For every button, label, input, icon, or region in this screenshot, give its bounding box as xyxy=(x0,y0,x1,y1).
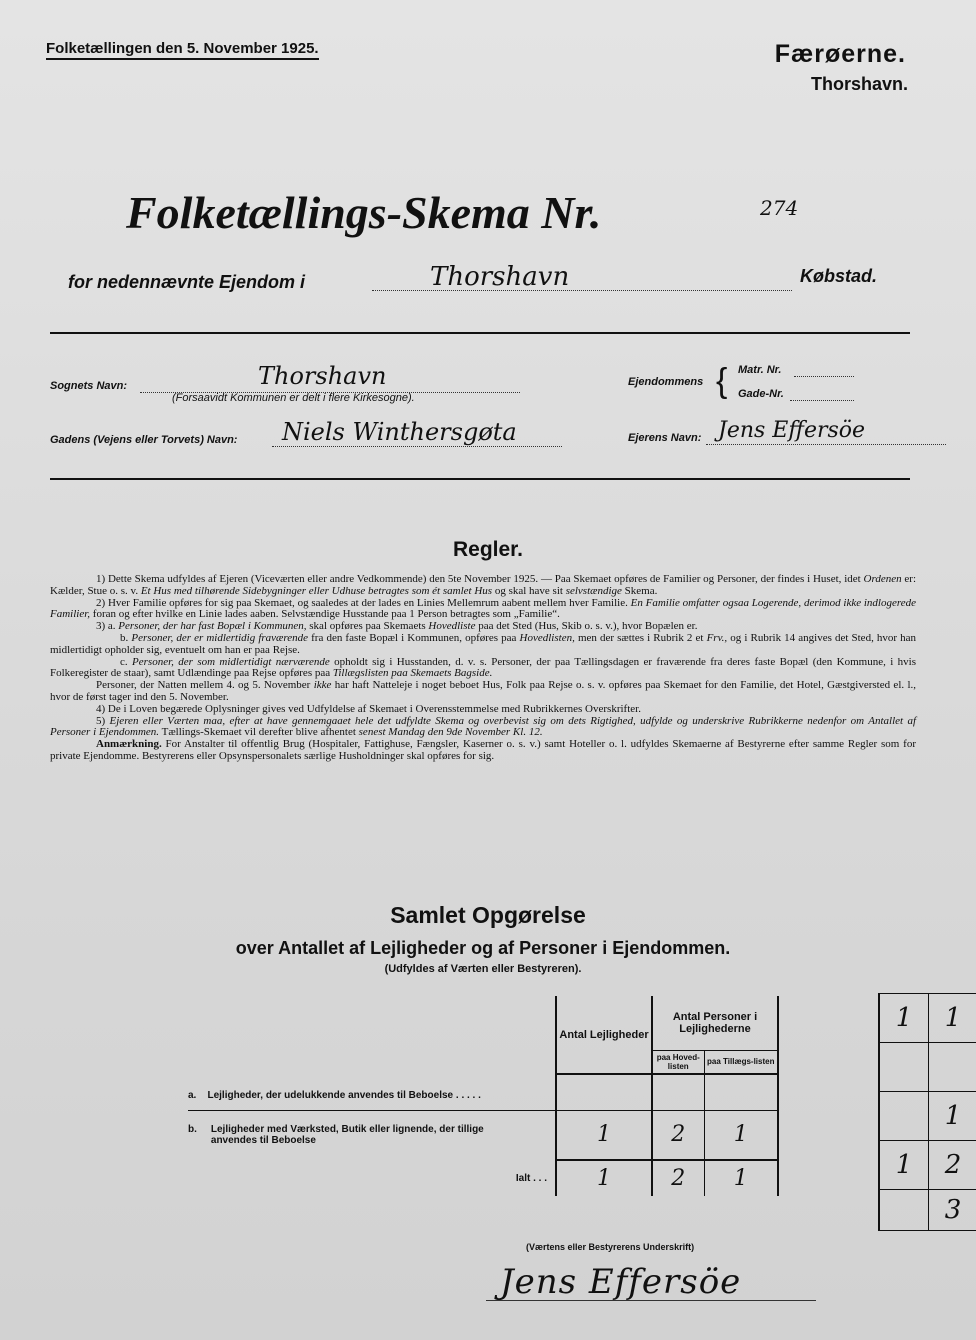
rule-2: 2) Hver Familie opføres for sig paa Skemaet, og saaledes at der lades en Linies Mellemrum aabent mellem hver Familie. En Familie omfatter ogsaa Logerende, derimod ikke indlogerede Familier, foran og efter hvilke en Linie lades aaben. Selvstændige Husstande paa 1 Person betragtes som „Familie“. xyxy=(50,596,917,621)
census-date-header: Folketællingen den 5. November 1925. xyxy=(46,40,319,60)
col-personer-header: Antal Personer i Lejlighederne xyxy=(652,996,778,1050)
summary-row-a: a. Lejligheder, der udelukkende anvendes til Beboelse . . . . . xyxy=(188,1074,779,1110)
rule-note: Anmærkning. For Anstalter til offentlig Brug (Hospitaler, Fattighuse, Fængsler, Kaserner o. s. v.) samt Hoteller o. l. udfyldes Skemaerne af Bestyrerne efter samme Regler som for private Ejendomme. Bestyrerens eller Opsynspersonalets særlige Husholdninger skal opføres for sig. xyxy=(50,738,916,762)
tally-r5c2: 3 xyxy=(944,1195,962,1225)
matr-label: Matr. Nr. xyxy=(738,364,782,376)
place-dotted-line xyxy=(372,290,792,291)
form-title: Folketællings-Skema Nr. xyxy=(126,187,602,238)
owner-dotted-line xyxy=(706,444,946,445)
row-a-antal xyxy=(556,1074,652,1110)
summary-note: (Udfyldes af Værten eller Bestyreren). xyxy=(384,963,582,975)
rule-5: 5) Ejeren eller Værten maa, efter at have gennemgaaet hele det udfyldte Skema og overbevist sig om dets Rigtighed, udfylde og underskrive Rubrikkerne nedenfor om Antallet af Personer i Ejendommen. Tællings-Skemaet vil derefter blive afhentet senest Mandag den 9de November Kl. 12. xyxy=(50,714,916,739)
rule-3b: b. Personer, der er midlertidig fraværende fra den faste Bopæl i Kommunen, opføres paa Hovedlisten, men der sættes i Rubrik 2 et Frv., og i Rubrik 14 angives det Sted, hvor han midlertidigt opholder sig, eventuelt om han er paa Rejse. xyxy=(50,631,917,656)
ialt-antal: 1 xyxy=(556,1160,652,1196)
divider-top xyxy=(50,332,910,334)
tally-r3c1 xyxy=(880,1092,929,1140)
ialt-hoved: 2 xyxy=(652,1160,704,1196)
signature-line xyxy=(486,1300,816,1301)
signature-label: (Værtens eller Bestyrerens Underskrift) xyxy=(526,1242,695,1252)
row-ialt-label: Ialt xyxy=(515,1172,531,1184)
rule-4: 4) De i Loven begærede Oplysninger gives ved Udfyldelse af Skemaet i Overensstemmelse med Rubrikkernes Overskrifter. xyxy=(96,702,641,715)
matr-dotted-line xyxy=(794,376,854,377)
signature: Jens Effersöe xyxy=(500,1262,742,1302)
region-header: Færøerne. xyxy=(774,40,906,68)
summary-table xyxy=(188,996,779,1196)
parish-value: Thorshavn xyxy=(258,362,387,390)
col-antal-header: Antal Lejligheder xyxy=(556,996,652,1074)
summary-header-row xyxy=(188,996,779,1050)
tally-r1c1: 1 xyxy=(880,994,929,1042)
col-tillaeg-header: paa Tillægs-listen xyxy=(704,1050,778,1074)
ialt-tillaeg: 1 xyxy=(704,1160,778,1196)
street-label: Gadens (Vejens eller Torvets) Navn: xyxy=(50,434,238,446)
rule-1: 1) Dette Skema udfyldes af Ejeren (Viceværten eller andre Vedkommende) den 5te November 1925. — Paa Skemaet opføres de Familier og Personer, der findes i Huset, idet Ordenen er: Kælder, Stue o. s. v. Et Hus med tilhørende Sidebygninger eller Udhuse betragtes som ét samlet Hus og skal have sit selvstændige Skema. xyxy=(50,573,917,597)
rule-3c: c. Personer, der som midlertidigt nærværende opholdt sig i Husstanden, d. v. s. Personer, der paa Tællingsdagen er fraværende fra deres faste Bopæl (den Kommune, i hvis Folkeregister de staar), samt Udlændinge paa Rejse opføres paa Tillægslisten paa Skemaets Bagside. xyxy=(50,655,917,680)
summary-row-ialt: Ialt . . . 1 2 1 xyxy=(188,1160,779,1196)
form-number-handwritten: 274 xyxy=(760,196,799,220)
row-a-hoved xyxy=(652,1074,704,1110)
street-dotted-line xyxy=(272,446,562,447)
brace-icon: { xyxy=(716,362,728,400)
summary-subtitle: over Antallet af Lejligheder og af Personer i Ejendommen. xyxy=(235,938,731,958)
rules-title: Regler. xyxy=(452,538,524,561)
rule-3d: Personer, der Natten mellem 4. og 5. November ikke har haft Natteleje i noget beboet Hus, Folk paa Rejse o. s. v. opføres paa Skemaet for den Familie, det Hotel, Gæstgiversted el. l., hvor de først tager ind den 5. November. xyxy=(50,679,916,703)
city-header: Thorshavn. xyxy=(810,74,908,94)
margin-tally-grid xyxy=(878,993,976,1231)
owner-value: Jens Effersöe xyxy=(718,418,866,443)
row-a-tillaeg xyxy=(704,1074,778,1110)
owner-label: Ejerens Navn: xyxy=(628,432,702,444)
tally-r4c2: 2 xyxy=(944,1150,962,1180)
row-b-antal: 1 xyxy=(556,1110,652,1160)
tally-r2c2 xyxy=(929,1043,976,1091)
row-b-tillaeg: 1 xyxy=(704,1110,778,1160)
rules-text xyxy=(50,574,916,763)
place-handwritten: Thorshavn xyxy=(430,262,570,292)
property-line-label: for nedennævnte Ejendom i xyxy=(68,272,306,292)
tally-r2c1 xyxy=(880,1043,929,1091)
summary-row-b: b. Lejligheder med Værksted, Butik eller lignende, der tillige anvendes til Beboelse 1 2 1 xyxy=(188,1110,779,1160)
row-b-hoved: 2 xyxy=(652,1110,704,1160)
rule-3a: 3) a. Personer, der har fast Bopæl i Kommunen, skal opføres paa Skemaets Hovedliste paa det Sted (Hus, Skib o. s. v.), hvor Bopælen er. xyxy=(96,620,698,633)
tally-r3c2: 1 xyxy=(944,1101,962,1131)
parish-note: (Forsaavidt Kommunen er delt i flere Kirkesogne). xyxy=(172,392,415,404)
tally-r4c1: 1 xyxy=(880,1141,929,1189)
tally-r1c2: 1 xyxy=(944,1003,962,1033)
property-label: Ejendommens xyxy=(628,376,704,388)
divider-middle xyxy=(50,478,910,480)
street-value: Niels Winthersgøta xyxy=(282,418,517,446)
parish-label: Sognets Navn: xyxy=(50,380,128,392)
summary-title: Samlet Opgørelse xyxy=(390,902,586,928)
gade-nr-dotted-line xyxy=(790,400,854,401)
tally-r5c1 xyxy=(880,1190,929,1230)
gade-nr-label: Gade-Nr. xyxy=(738,388,784,400)
row-a-label: Lejligheder, der udelukkende anvendes til Beboelse xyxy=(207,1090,454,1102)
kobstad-label: Købstad. xyxy=(800,266,878,286)
row-b-label: Lejligheder med Værksted, Butik eller lignende, der tillige anvendes til Beboelse xyxy=(210,1124,484,1147)
col-hoved-header: paa Hoved-listen xyxy=(652,1050,704,1074)
